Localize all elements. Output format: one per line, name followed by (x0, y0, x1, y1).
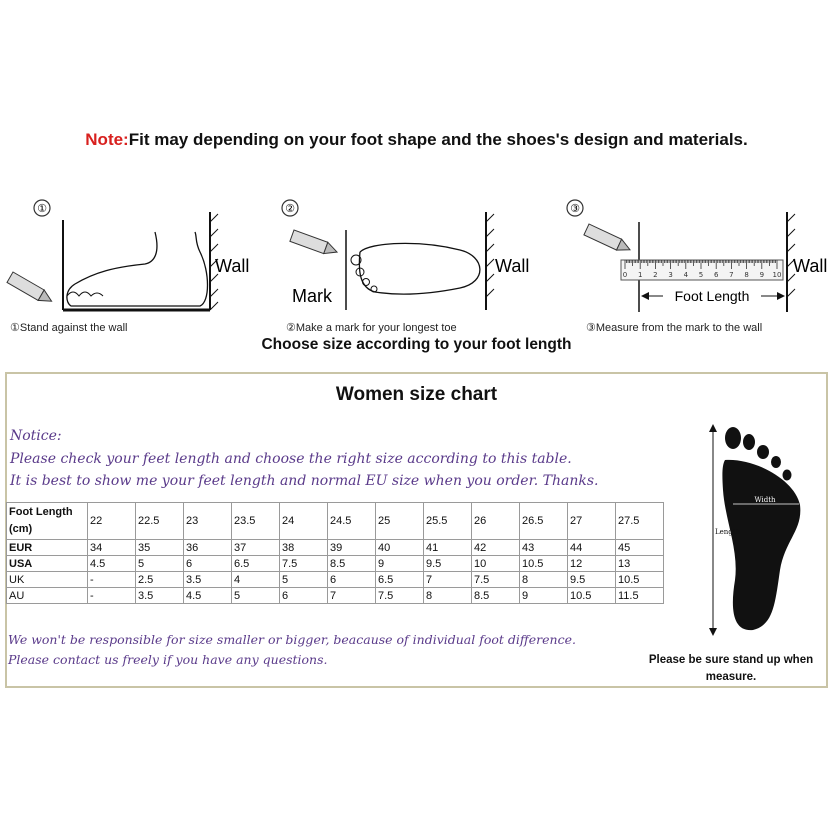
step-1-number: ① (37, 202, 47, 215)
size-cell: 13 (616, 556, 664, 572)
step-2-illustration (280, 192, 550, 342)
size-cell: - (88, 572, 136, 588)
size-cell: 26.5 (520, 503, 568, 540)
size-cell: 26 (472, 503, 520, 540)
size-cell: 3.5 (136, 588, 184, 604)
stand-up-note (636, 652, 826, 686)
size-cell: 10.5 (616, 572, 664, 588)
size-cell: 5 (232, 588, 280, 604)
notice-label: Notice: (10, 428, 62, 444)
size-cell: 7.5 (472, 572, 520, 588)
size-cell: 6.5 (232, 556, 280, 572)
size-cell: 5 (280, 572, 328, 588)
size-cell: 6 (328, 572, 376, 588)
width-label: Width (754, 496, 776, 504)
contact-line: Please contact us freely if you have any questions. (8, 652, 328, 667)
size-cell: 9 (520, 588, 568, 604)
size-cell: 2.5 (136, 572, 184, 588)
ruler-number: 3 (668, 271, 673, 279)
size-cell: 22.5 (136, 503, 184, 540)
size-cell: 4 (232, 572, 280, 588)
foot-length-label: Foot Length (674, 288, 750, 304)
wall-label: Wall (495, 256, 530, 276)
row-header: USA (7, 556, 88, 572)
ruler-number: 5 (698, 271, 704, 279)
ruler-number: 10 (772, 271, 782, 279)
size-cell: 9.5 (424, 556, 472, 572)
row-header: AU (7, 588, 88, 604)
size-cell: 12 (568, 556, 616, 572)
size-table-row (7, 556, 664, 572)
size-cell: 24.5 (328, 503, 376, 540)
notice-line-1: Please check your feet length and choose the right size according to this table. (10, 451, 572, 467)
note-text: Fit may depending on your foot shape and the shoes's design and materials. (128, 130, 748, 149)
size-cell: 38 (280, 540, 328, 556)
size-cell: 7.5 (376, 588, 424, 604)
size-cell: 3.5 (184, 572, 232, 588)
size-cell: 25.5 (424, 503, 472, 540)
ruler-number: 9 (759, 271, 765, 279)
size-cell: 43 (520, 540, 568, 556)
size-cell: 10.5 (520, 556, 568, 572)
size-table (6, 502, 664, 604)
size-cell: 44 (568, 540, 616, 556)
size-cell: 7 (424, 572, 472, 588)
disclaimer-line: We won't be responsible for size smaller or bigger, beacause of individual foot difference. (8, 632, 576, 647)
size-cell: 27.5 (616, 503, 664, 540)
row-header: Foot Length (cm) (7, 503, 88, 540)
step-2-caption: ②Make a mark for your longest toe (286, 322, 457, 334)
size-cell: 8 (424, 588, 472, 604)
stand-note-line-2: measure. (705, 671, 757, 683)
size-cell: 4.5 (184, 588, 232, 604)
size-table-row (7, 572, 664, 588)
mark-label: Mark (292, 286, 332, 306)
footprint-diagram (695, 420, 815, 640)
size-cell: 39 (328, 540, 376, 556)
ruler-number: 1 (637, 271, 643, 279)
size-chart-title: Women size chart (335, 384, 498, 405)
ruler-number: 8 (744, 271, 749, 279)
wall-label: Wall (215, 256, 250, 276)
wall-label: Wall (793, 256, 828, 276)
size-cell: 25 (376, 503, 424, 540)
row-header: EUR (7, 540, 88, 556)
size-table-row (7, 540, 664, 556)
size-cell: 7.5 (280, 556, 328, 572)
size-cell: 9 (376, 556, 424, 572)
note-prefix: Note: (85, 130, 129, 149)
size-cell: 4.5 (88, 556, 136, 572)
size-cell: 8.5 (472, 588, 520, 604)
stand-note-line-1: Please be sure stand up when (648, 654, 814, 666)
size-cell: 23.5 (232, 503, 280, 540)
ruler-number: 7 (729, 271, 734, 279)
ruler-number: 2 (653, 271, 658, 279)
size-cell: 40 (376, 540, 424, 556)
size-cell: 6 (280, 588, 328, 604)
size-cell: 24 (280, 503, 328, 540)
size-cell: 8.5 (328, 556, 376, 572)
step-1-illustration (5, 192, 275, 342)
size-cell: 41 (424, 540, 472, 556)
size-cell: 36 (184, 540, 232, 556)
size-cell: 22 (88, 503, 136, 540)
size-cell: 23 (184, 503, 232, 540)
size-cell: 42 (472, 540, 520, 556)
step-3-illustration (563, 192, 833, 342)
size-table-row (7, 503, 664, 540)
size-cell: 27 (568, 503, 616, 540)
row-header: UK (7, 572, 88, 588)
size-cell: 45 (616, 540, 664, 556)
size-cell: 11.5 (616, 588, 664, 604)
size-cell: 35 (136, 540, 184, 556)
step-3-caption: ③Measure from the mark to the wall (586, 322, 763, 334)
size-cell: 10.5 (568, 588, 616, 604)
choose-size-heading: Choose size according to your foot length (261, 336, 572, 353)
ruler-number: 4 (683, 271, 689, 279)
size-cell: - (88, 588, 136, 604)
size-cell: 34 (88, 540, 136, 556)
length-label: Length (715, 528, 741, 536)
size-table-row (7, 588, 664, 604)
size-cell: 6 (184, 556, 232, 572)
ruler-number: 6 (713, 271, 719, 279)
size-cell: 10 (472, 556, 520, 572)
size-cell: 7 (328, 588, 376, 604)
step-3-number: ③ (570, 202, 580, 215)
notice-line-2: It is best to show me your feet length and normal EU size when you order. Thanks. (10, 473, 599, 489)
ruler-number: 0 (622, 271, 628, 279)
size-cell: 5 (136, 556, 184, 572)
size-cell: 9.5 (568, 572, 616, 588)
size-cell: 37 (232, 540, 280, 556)
size-cell: 6.5 (376, 572, 424, 588)
fit-note (0, 130, 833, 150)
size-cell: 8 (520, 572, 568, 588)
step-1-caption: ①Stand against the wall (10, 322, 128, 334)
step-2-number: ② (285, 202, 295, 215)
